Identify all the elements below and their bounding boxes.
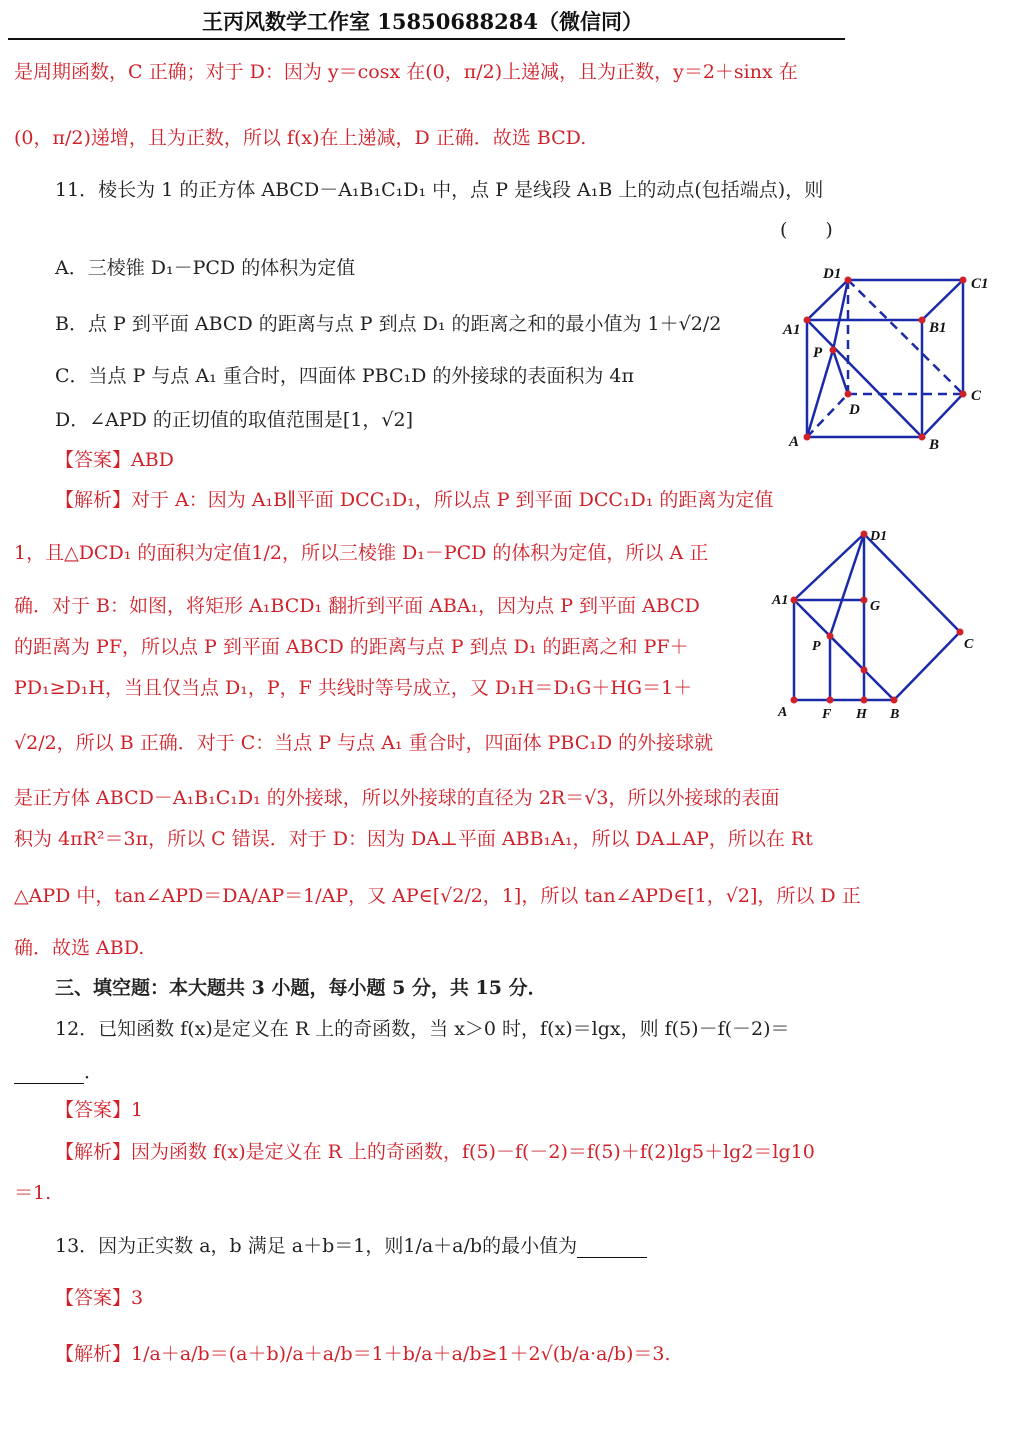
explain-5: PD₁≥D₁H，当且仅当点 D₁，P，F 共线时等号成立，又 D₁H＝D₁G＋HG＝1＋ [14, 677, 693, 699]
net-label-b: B [890, 707, 900, 722]
cube-label-a1: A1 [783, 322, 801, 338]
option-d: D．∠APD 的正切值的取值范围是[1，√2] [55, 409, 414, 431]
answer-paren: ( ) [780, 219, 833, 241]
cube-label-b1: B1 [929, 320, 947, 336]
net-label-p: P [812, 639, 821, 654]
option-c: C．当点 P 与点 A₁ 重合时，四面体 PBC₁D 的外接球的表面积为 4π [55, 365, 635, 387]
cube-label-d: D [849, 402, 860, 418]
net-label-h: H [856, 707, 867, 722]
solution-12b: ＝1. [14, 1182, 52, 1204]
cube-label-p: P [813, 345, 823, 361]
q13-blank [577, 1239, 647, 1258]
cube-label-a: A [789, 434, 800, 450]
section-3-heading: 三、填空题：本大题共 3 小题，每小题 5 分，共 15 分． [55, 977, 547, 999]
q13-text: 13．因为正实数 a，b 满足 a＋b＝1，则1/a＋a/b的最小值为 [55, 1235, 578, 1257]
explain-2: 1，且△DCD₁ 的面积为定值1/2，所以三棱锥 D₁－PCD 的体积为定值，所以 A 正 [14, 542, 709, 564]
solution-13: 【解析】1/a＋a/b＝(a＋b)/a＋a/b＝1＋b/a＋a/b≥1＋2√(b/a·a/b)＝3. [55, 1343, 671, 1365]
answer-13: 【答案】3 [55, 1287, 144, 1309]
net-figure [770, 522, 990, 727]
cube-label-c: C [971, 388, 982, 404]
question-12: 12．已知函数 f(x)是定义在 R 上的奇函数，当 x＞0 时，f(x)＝lgx，则 f(5)－f(－2)＝ [55, 1018, 790, 1040]
cube-label-c1: C1 [971, 276, 989, 292]
explain-1: 【解析】对于 A：因为 A₁B∥平面 DCC₁D₁，所以点 P 到平面 DCC₁D₁ 的距离为定值 [55, 489, 774, 511]
net-label-g: G [870, 599, 881, 614]
question-11: 11．棱长为 1 的正方体 ABCD－A₁B₁C₁D₁ 中，点 P 是线段 A₁B 上的动点(包括端点)，则 [55, 179, 824, 201]
explain-9: △APD 中，tan∠APD＝DA/AP＝1/AP，又 AP∈[√2/2，1]，所以 tan∠APD∈[1，√2]，所以 D 正 [14, 885, 861, 907]
page-header: 王丙风数学工作室 15850688284（微信同） [201, 9, 644, 34]
q12-blank-line [14, 1060, 103, 1084]
net-label-c: C [964, 637, 974, 652]
solution-12a: 【解析】因为函数 f(x)是定义在 R 上的奇函数，f(5)－f(－2)＝f(5)＋f(2)lg5＋lg2＝lg10 [55, 1141, 815, 1163]
q12-blank [14, 1065, 84, 1084]
net-label-f: F [822, 707, 832, 722]
option-b: B．点 P 到平面 ABCD 的距离与点 P 到点 D₁ 的距离之和的最小值为 1＋√2/2 [55, 313, 722, 335]
header-rule [8, 38, 845, 40]
question-13 [55, 1234, 647, 1258]
explain-10: 确．故选 ABD. [14, 937, 145, 959]
cube-label-d1: D1 [823, 266, 842, 282]
explain-6: √2/2，所以 B 正确．对于 C：当点 P 与点 A₁ 重合时，四面体 PBC₁D 的外接球就 [14, 732, 714, 754]
option-a: A．三棱锥 D₁－PCD 的体积为定值 [55, 257, 356, 279]
answer-12: 【答案】1 [55, 1099, 144, 1121]
cube-figure [775, 260, 1005, 455]
q12-end: ． [84, 1061, 104, 1083]
net-label-a1: A1 [772, 593, 789, 608]
net-label-d1: D1 [870, 529, 888, 544]
explain-3: 确．对于 B：如图，将矩形 A₁BCD₁ 翻折到平面 ABA₁，因为点 P 到平面 ABCD [14, 595, 700, 617]
explain-7: 是正方体 ABCD－A₁B₁C₁D₁ 的外接球，所以外接球的直径为 2R＝√3，所以外接球的表面 [14, 787, 780, 809]
line-2: (0，π/2)递增，且为正数，所以 f(x)在上递减，D 正确．故选 BCD. [14, 127, 587, 149]
answer-11: 【答案】ABD [55, 449, 174, 471]
line-1: 是周期函数，C 正确；对于 D：因为 y＝cosx 在(0，π/2)上递减，且为正数，y＝2＋sinx 在 [14, 61, 798, 83]
explain-8: 积为 4πR²＝3π，所以 C 错误．对于 D：因为 DA⊥平面 ABB₁A₁，所以 DA⊥AP，所以在 Rt [14, 828, 813, 850]
net-label-a: A [778, 705, 788, 720]
cube-label-b: B [929, 437, 940, 453]
explain-4: 的距离为 PF，所以点 P 到平面 ABCD 的距离与点 P 到点 D₁ 的距离之和 PF＋ [14, 636, 689, 658]
